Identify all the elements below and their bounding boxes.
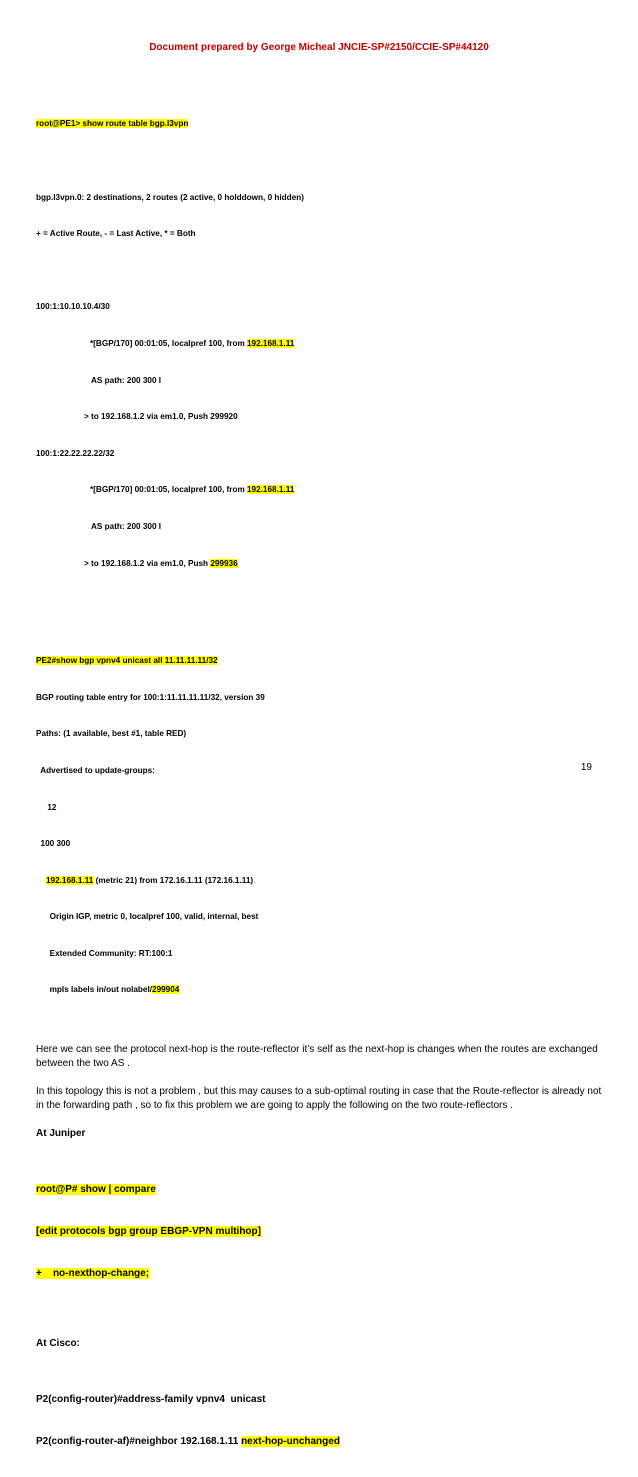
route-bgp-line: *[BGP/170] 00:01:05, localpref 100, from 192.168.1.11 <box>90 338 295 348</box>
output-line: 100 300 <box>36 839 71 849</box>
route-bgp-line: *[BGP/170] 00:01:05, localpref 100, from 192.168.1.11 <box>90 485 295 495</box>
highlighted-command: next-hop-unchanged <box>241 1436 340 1448</box>
nexthop-line: 192.168.1.11 (metric 21) from 172.16.1.11 (172.16.1.11) <box>46 875 254 885</box>
route-nexthop: > to 192.168.1.2 via em1.0, Push 299920 <box>84 412 238 422</box>
output-line: Extended Community: RT:100:1 <box>36 948 173 958</box>
output-line: Paths: (1 available, best #1, table RED) <box>36 729 187 739</box>
output-line: 12 <box>36 802 57 812</box>
explanation-paragraph: In this topology this is not a problem , but this may causes to a sub-optimal routing in case that the Route-reflector is already not in the forwarding path , so to fix this problem we are going to apply the following on the two route-reflectors . <box>36 1086 602 1112</box>
highlighted-ip: 192.168.1.11 <box>247 338 295 348</box>
route-prefix: 100:1:10.10.10.4/30 <box>36 302 110 312</box>
juniper-route-output <box>36 94 602 1021</box>
cisco-config: P2(config-router)#address-family vpnv4 unicast P2(config-router-af)#neighbor 192.168.1.11 next-hop-unchanged <box>36 1394 340 1448</box>
highlighted-ip: 192.168.1.11 <box>247 485 295 495</box>
output-line: BGP routing table entry for 100:1:11.11.11.11/32, version 39 <box>36 692 265 702</box>
route-nexthop: > to 192.168.1.2 via em1.0, Push 299936 <box>84 558 238 568</box>
command-line: root@PE1> show route table bgp.l3vpn <box>36 119 189 129</box>
output-line: bgp.l3vpn.0: 2 destinations, 2 routes (2 active, 0 holddown, 0 hidden) <box>36 192 304 202</box>
route-aspath: AS path: 200 300 I <box>91 521 162 531</box>
document-body <box>36 94 602 1477</box>
route-aspath: AS path: 200 300 I <box>91 375 162 385</box>
document-header: Document prepared by George Micheal JNCIE-SP#2150/CCIE-SP#44120 <box>149 42 489 53</box>
route-prefix: 100:1:22.22.22.22/32 <box>36 448 115 458</box>
page-number: 19 <box>580 762 592 773</box>
command-line: PE2#show bgp vpnv4 unicast all 11.11.11.11/32 <box>36 656 218 666</box>
explanation-paragraph: Here we can see the protocol next-hop is the route-reflector it’s self as the next-hop is changes when the routes are exchanged between the two AS . <box>36 1044 598 1070</box>
juniper-heading: At Juniper <box>36 1128 86 1140</box>
highlighted-label: 299936 <box>210 558 238 568</box>
highlighted-ip: 192.168.1.11 <box>46 875 94 885</box>
output-line: Advertised to update-groups: <box>36 765 155 775</box>
highlighted-label: 299904 <box>152 985 180 995</box>
juniper-config: root@P# show | compare [edit protocols bgp group EBGP-VPN multihop] + no-nexthop-change; <box>36 1184 261 1280</box>
output-line: Origin IGP, metric 0, localpref 100, valid, internal, best <box>36 912 259 922</box>
output-line: + = Active Route, - = Last Active, * = Both <box>36 229 196 239</box>
cisco-heading: At Cisco: <box>36 1338 80 1350</box>
output-line: mpls labels in/out nolabel/299904 <box>36 985 180 995</box>
